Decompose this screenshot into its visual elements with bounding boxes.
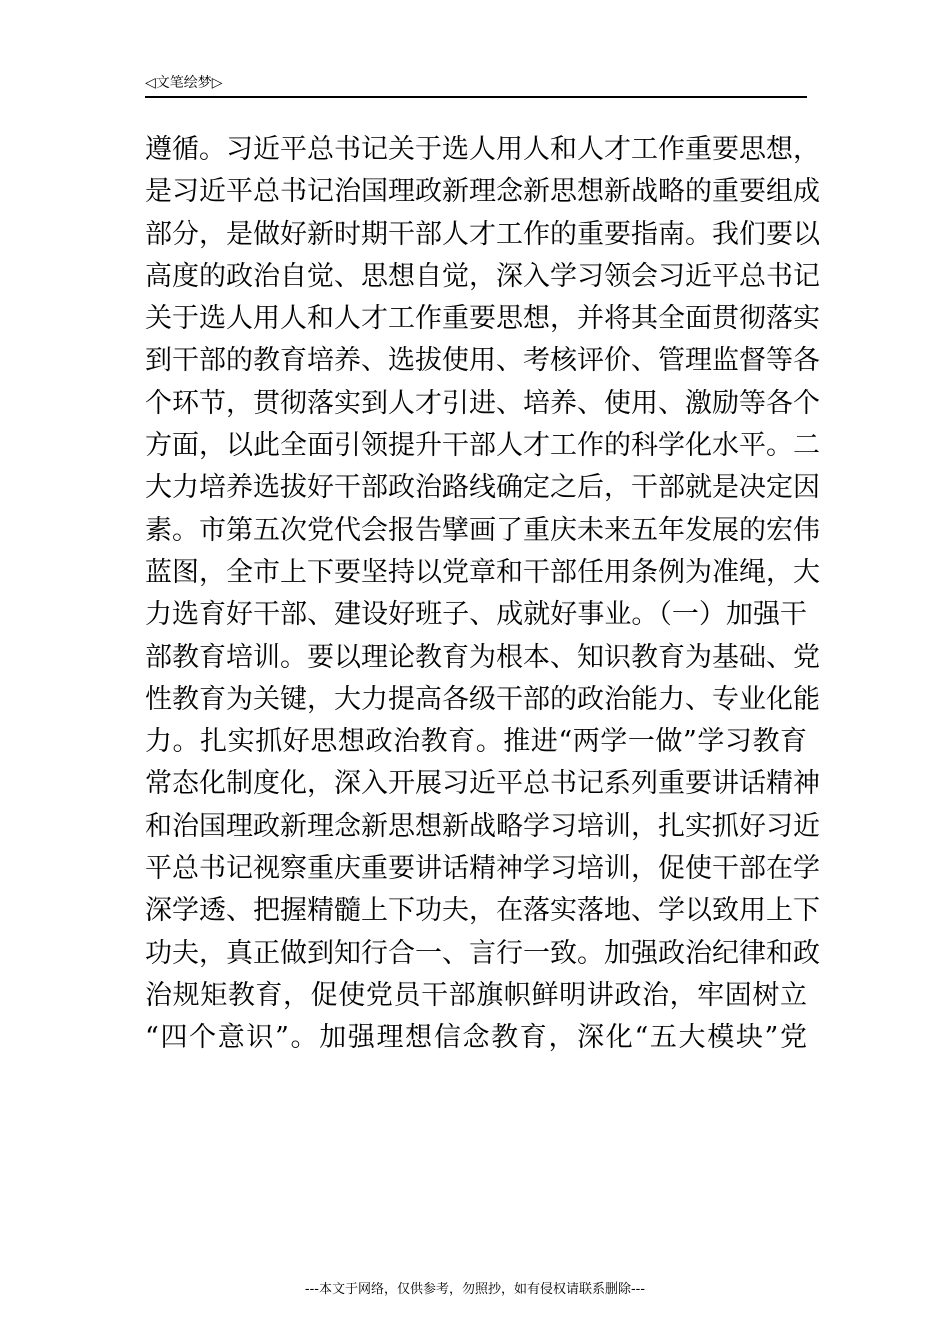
body-line: 性教育为关键，大力提高各级干部的政治能力、专业化能 — [145, 683, 820, 715]
page-footer-disclaimer: ---本文于网络，仅供参考，勿照抄，如有侵权请联系删除--- — [304, 1282, 646, 1297]
body-line: 个环节，贯彻落实到人才引进、培养、使用、激励等各个 — [145, 387, 820, 419]
body-line: 和治国理政新理念新思想新战略学习培训，扎实抓好习近 — [145, 810, 820, 842]
body-line: 深学透、把握精髓上下功夫，在落实落地、学以致用上下 — [145, 895, 820, 927]
body-line: 大力培养选拔好干部政治路线确定之后，干部就是决定因 — [145, 472, 820, 504]
body-line: 平总书记视察重庆重要讲话精神学习培训，促使干部在学 — [145, 853, 820, 885]
body-line: 高度的政治自觉、思想自觉，深入学习领会习近平总书记 — [145, 260, 820, 292]
body-line: 部教育培训。要以理论教育为根本、知识教育为基础、党 — [145, 641, 820, 673]
body-line: 部分，是做好新时期干部人才工作的重要指南。我们要以 — [145, 218, 820, 250]
body-line: 是习近平总书记治国理政新理念新思想新战略的重要组成 — [145, 176, 820, 208]
header-logo: ◁文笔绘梦▷ — [145, 75, 223, 91]
document-body — [145, 129, 820, 1060]
page-header — [145, 72, 807, 98]
body-line: 遵循。习近平总书记关于选人用人和人才工作重要思想， — [145, 134, 820, 165]
body-line: 常态化制度化，深入开展习近平总书记系列重要讲话精神 — [145, 768, 820, 800]
body-line: 蓝图，全市上下要坚持以党章和干部任用条例为准绳，大 — [145, 556, 820, 588]
body-line: 到干部的教育培养、选拔使用、考核评价、管理监督等各 — [145, 345, 820, 377]
body-line: 力选育好干部、建设好班子、成就好事业。（一）加强干 — [145, 599, 807, 631]
body-line: 力。扎实抓好思想政治教育。推进“两学一做”学习教育 — [145, 726, 807, 758]
body-line: 治规矩教育，促使党员干部旗帜鲜明讲政治，牢固树立 — [145, 979, 807, 1011]
body-line: 素。市第五次党代会报告擘画了重庆未来五年发展的宏伟 — [145, 514, 820, 546]
body-line: 功夫，真正做到知行合一、言行一致。加强政治纪律和政 — [145, 937, 820, 969]
body-line: 关于选人用人和人才工作重要思想，并将其全面贯彻落实 — [145, 303, 820, 335]
body-line: 方面，以此全面引领提升干部人才工作的科学化水平。二 — [145, 430, 820, 462]
body-line: “四个意识”。加强理想信念教育，深化“五大模块”党 — [145, 1022, 807, 1054]
